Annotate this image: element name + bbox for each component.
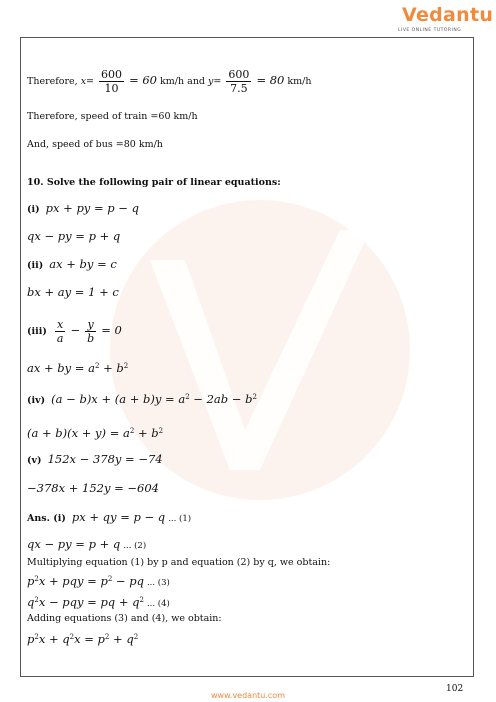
math: = 80 (256, 73, 285, 87)
label: Ans. (i) (27, 513, 66, 524)
exponent: 2 (107, 575, 113, 583)
part-ii-eq1 (27, 258, 117, 272)
label: (ii) (27, 260, 44, 271)
label: (iii) (27, 326, 47, 337)
part-iv-eq2 (27, 425, 163, 441)
operator: − (70, 323, 81, 337)
var-x: x (80, 76, 87, 87)
equation: qx − py = p + q (27, 537, 121, 551)
math: p (27, 632, 35, 647)
math: ax + by = a (27, 361, 95, 376)
math: − 2ab − b (189, 392, 253, 407)
part-iii-eq1 (27, 318, 122, 345)
logo-wordmark: Vedantu (402, 4, 494, 26)
var-y: y (208, 76, 214, 87)
exponent: 2 (34, 596, 39, 604)
part-ii-eq2 (27, 286, 119, 300)
exponent: 2 (34, 633, 39, 641)
numerator: x (55, 318, 66, 332)
math: = 60 (129, 73, 158, 87)
equation: px + qy = p − q (71, 510, 166, 524)
math: + b (134, 426, 159, 441)
exponent: 2 (252, 393, 257, 401)
vedantu-logo (392, 4, 494, 38)
part-v-eq1 (27, 453, 163, 467)
equation: bx + ay = 1 + c (27, 285, 119, 299)
math: + q (109, 632, 134, 647)
speed-result-line (27, 68, 312, 95)
page-number: 102 (446, 684, 464, 694)
math: = 0 (101, 323, 122, 337)
part-i-eq2 (27, 230, 120, 244)
math: x + pqy = p (38, 574, 108, 589)
exponent: 2 (94, 362, 100, 370)
exponent: 2 (133, 633, 139, 641)
math: x − pqy = pq + q (38, 595, 140, 610)
equation-tag: ... (1) (168, 514, 192, 524)
answer-eq1 (27, 511, 191, 525)
text: km/h (287, 76, 312, 87)
fraction (55, 318, 66, 345)
part-iii-eq2 (27, 360, 128, 376)
denominator: 10 (104, 82, 119, 95)
math: q (27, 595, 35, 610)
equation: px + py = p − q (45, 201, 139, 215)
equation: qx − py = p + q (27, 229, 121, 243)
text: = (86, 76, 95, 87)
label: (i) (27, 204, 40, 215)
question-10-heading: 10. Solve the following pair of linear equations: (27, 177, 281, 188)
math: (a + b)(x + y) = a (27, 426, 130, 441)
equation-5 (27, 631, 138, 647)
adding-step: Adding equations (3) and (4), we obtain: (27, 613, 222, 624)
exponent: 2 (129, 427, 135, 435)
exponent: 2 (123, 362, 129, 370)
equation: 152x − 378y = −74 (47, 452, 163, 466)
math: x + q (38, 632, 70, 647)
equation-tag: ... (3) (146, 578, 170, 589)
equation-3 (27, 573, 170, 589)
answer-eq2 (27, 538, 146, 552)
math: − pq (112, 574, 144, 589)
text: = (213, 76, 222, 87)
numerator: 600 (101, 68, 123, 81)
label: (v) (27, 455, 42, 466)
equation-tag: ... (2) (123, 541, 147, 551)
denominator: 7.5 (230, 82, 248, 95)
text: km/h and (160, 76, 209, 87)
math: + b (99, 361, 124, 376)
numerator: 600 (228, 68, 250, 81)
footer-link[interactable]: www.vedantu.com (211, 691, 285, 700)
math: (a − b)x + (a + b)y = a (51, 392, 186, 407)
logo-tagline: LIVE ONLINE TUTORING (398, 28, 462, 33)
denominator: a (56, 332, 64, 345)
exponent: 2 (34, 575, 39, 583)
fraction (226, 68, 251, 95)
part-iv-eq1 (27, 391, 257, 407)
exponent: 2 (69, 633, 75, 641)
exponent: 2 (185, 393, 190, 401)
equation-4 (27, 594, 170, 610)
math: x = p (74, 632, 105, 647)
exponent: 2 (158, 427, 164, 435)
equation: ax + by = c (49, 257, 117, 271)
part-v-eq2 (27, 482, 159, 496)
exponent: 2 (104, 633, 110, 641)
label: (iv) (27, 395, 46, 407)
denominator: b (87, 332, 95, 345)
fraction (85, 318, 96, 345)
bus-speed: And, speed of bus =80 km/h (27, 139, 163, 150)
text: Therefore, (27, 76, 81, 87)
train-speed: Therefore, speed of train =60 km/h (27, 111, 198, 122)
equation: −378x + 152y = −604 (27, 481, 159, 495)
numerator: y (85, 318, 96, 332)
exponent: 2 (139, 596, 144, 604)
multiply-step: Multiplying equation (1) by p and equation (2) by q, we obtain: (27, 557, 331, 568)
part-i-eq1 (27, 202, 139, 216)
equation-tag: ... (4) (146, 599, 170, 610)
math: p (27, 574, 35, 589)
fraction (99, 68, 124, 95)
